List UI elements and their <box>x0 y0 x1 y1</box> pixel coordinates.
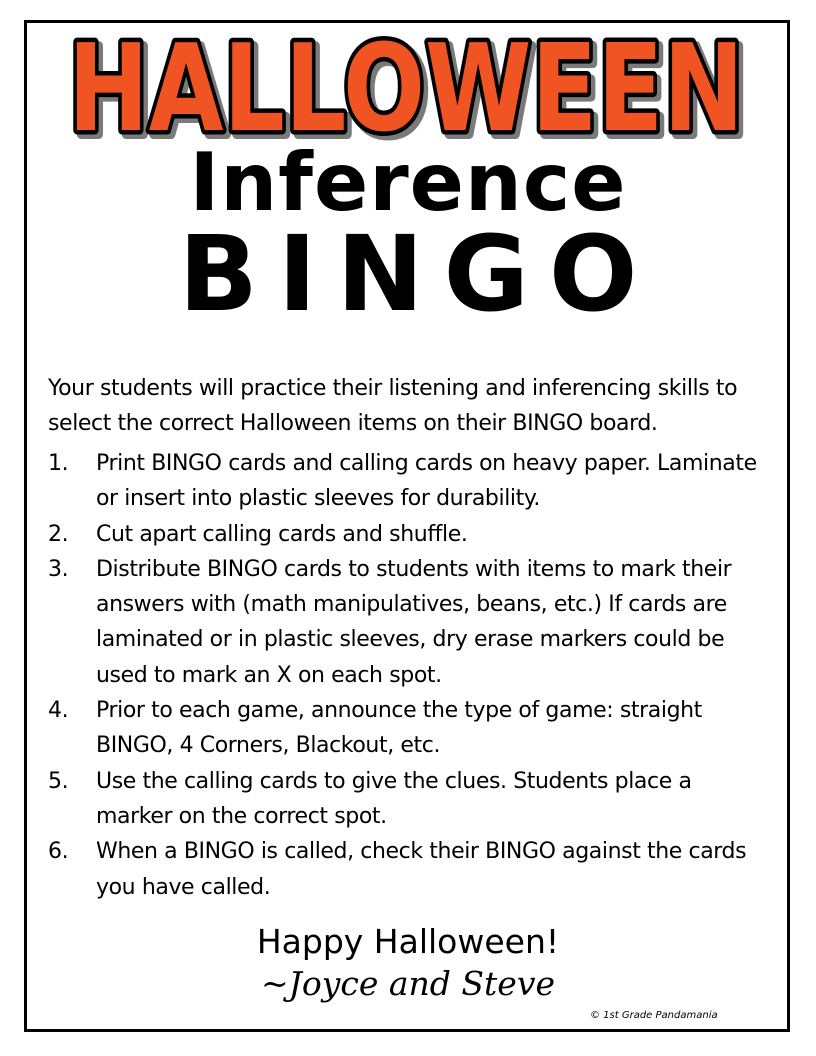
step-text: Prior to each game, announce the type of game: straight BINGO, 4 Corners, Blackout, etc. <box>96 698 702 759</box>
halloween-title <box>60 30 756 148</box>
list-item <box>48 446 768 517</box>
list-item <box>48 764 768 835</box>
step-number: 2. <box>48 521 69 547</box>
step-number: 4. <box>48 698 69 724</box>
list-item <box>48 693 768 764</box>
halloween-title-shadow: HALLOWEEN <box>72 30 748 148</box>
halloween-title-fill: HALLOWEEN <box>68 30 744 148</box>
step-number: 1. <box>48 451 69 476</box>
step-number: 3. <box>48 556 69 582</box>
happy-halloween-greeting: Happy Halloween! <box>256 922 560 961</box>
step-text: Distribute BINGO cards to students with items to mark their answers with (math manipulatives, beans, etc.) If cards are laminated or in plastic sleeves, dry erase markers could be used to mark an X on each spot. <box>96 556 732 688</box>
step-number: 6. <box>48 839 69 865</box>
copyright-notice: © 1st Grade Pandamania <box>590 1010 718 1021</box>
instructions-list <box>48 446 768 905</box>
author-signature: ~Joyce and Steve <box>260 964 555 1003</box>
list-item <box>48 517 768 552</box>
bingo-heading: BINGO <box>178 213 658 335</box>
step-text: Cut apart calling cards and shuffle. <box>96 521 468 547</box>
step-text: When a BINGO is called, check their BINGO against the cards you have called. <box>96 839 747 900</box>
inference-heading: Inference <box>189 136 627 229</box>
intro-paragraph: Your students will practice their listening and inferencing skills to select the correct Halloween items on their BINGO board. <box>48 376 738 436</box>
list-item <box>48 834 768 905</box>
step-text: Print BINGO cards and calling cards on heavy paper. Laminate or insert into plastic sleeves for durability. <box>96 451 757 512</box>
step-number: 5. <box>48 768 69 794</box>
list-item <box>48 552 768 693</box>
step-text: Use the calling cards to give the clues. Students place a marker on the correct spot. <box>96 768 692 829</box>
halloween-title-outline: HALLOWEEN <box>68 30 744 148</box>
